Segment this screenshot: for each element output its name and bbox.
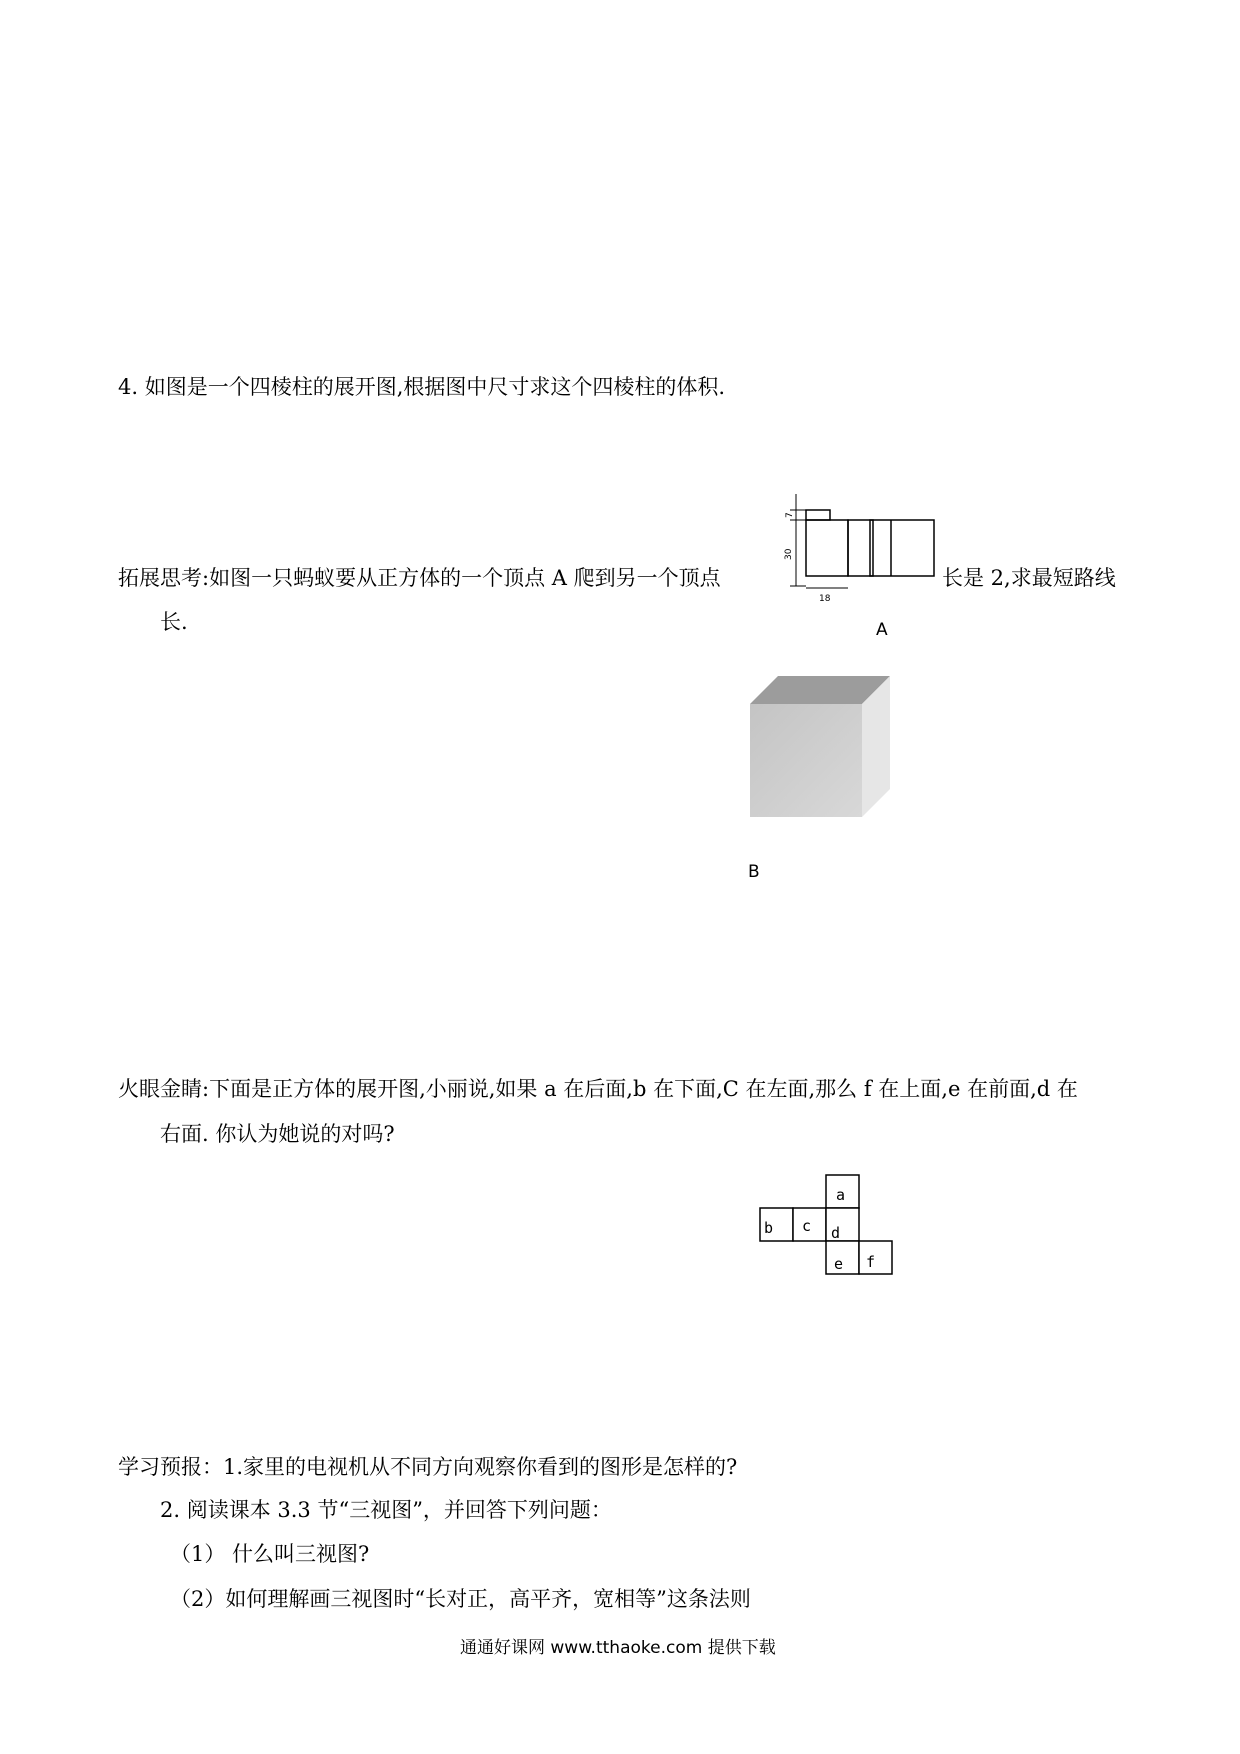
extension-line1-right: 长是 2,求最短路线	[942, 566, 1116, 590]
preview-line3: （1） 什么叫三视图?	[170, 1542, 370, 1566]
net-letter-d: d	[831, 1224, 841, 1242]
sharp-eyes-line1: 火眼金睛:下面是正方体的展开图,小丽说,如果 a 在后面,b 在下面,C 在左面,那么 f 在上面,e 在前面,d 在	[118, 1077, 1078, 1101]
label-a: A	[876, 620, 888, 640]
net-letter-a: a	[836, 1186, 846, 1204]
dimension-7-label: 7	[785, 512, 795, 518]
label-b: B	[748, 862, 760, 882]
extension-line1-left: 拓展思考:如图一只蚂蚁要从正方体的一个顶点 A 爬到另一个顶点	[118, 566, 721, 590]
dimension-18-label: 18	[819, 594, 831, 604]
question-4-text: 4. 如图是一个四棱柱的展开图,根据图中尺寸求这个四棱柱的体积.	[118, 375, 726, 399]
footer-text: 通通好课网 www.tthaoke.com 提供下载	[460, 1638, 776, 1658]
preview-line1: 学习预报：1.家里的电视机从不同方向观察你看到的图形是怎样的?	[118, 1455, 738, 1479]
net-letter-c: c	[802, 1217, 812, 1235]
net-letter-f: f	[866, 1253, 876, 1271]
extension-line2: 长.	[160, 610, 188, 634]
net-letter-b: b	[764, 1219, 774, 1237]
preview-line2: 2. 阅读课本 3.3 节“三视图”，并回答下列问题：	[160, 1498, 612, 1522]
preview-line4: （2）如何理解画三视图时“长对正，高平齐，宽相等”这条法则	[170, 1587, 751, 1611]
cube-net-figure	[760, 1174, 894, 1276]
net-letter-e: e	[834, 1255, 844, 1273]
prism-net-faces	[806, 510, 934, 576]
dimension-30-label: 30	[784, 548, 794, 560]
cube-figure	[750, 676, 895, 821]
net-cell-f	[859, 1241, 892, 1274]
sharp-eyes-line2: 右面. 你认为她说的对吗?	[160, 1122, 395, 1146]
prism-net-figure	[786, 490, 936, 605]
cube-front-face	[750, 704, 862, 817]
dimension-lines	[790, 494, 848, 588]
